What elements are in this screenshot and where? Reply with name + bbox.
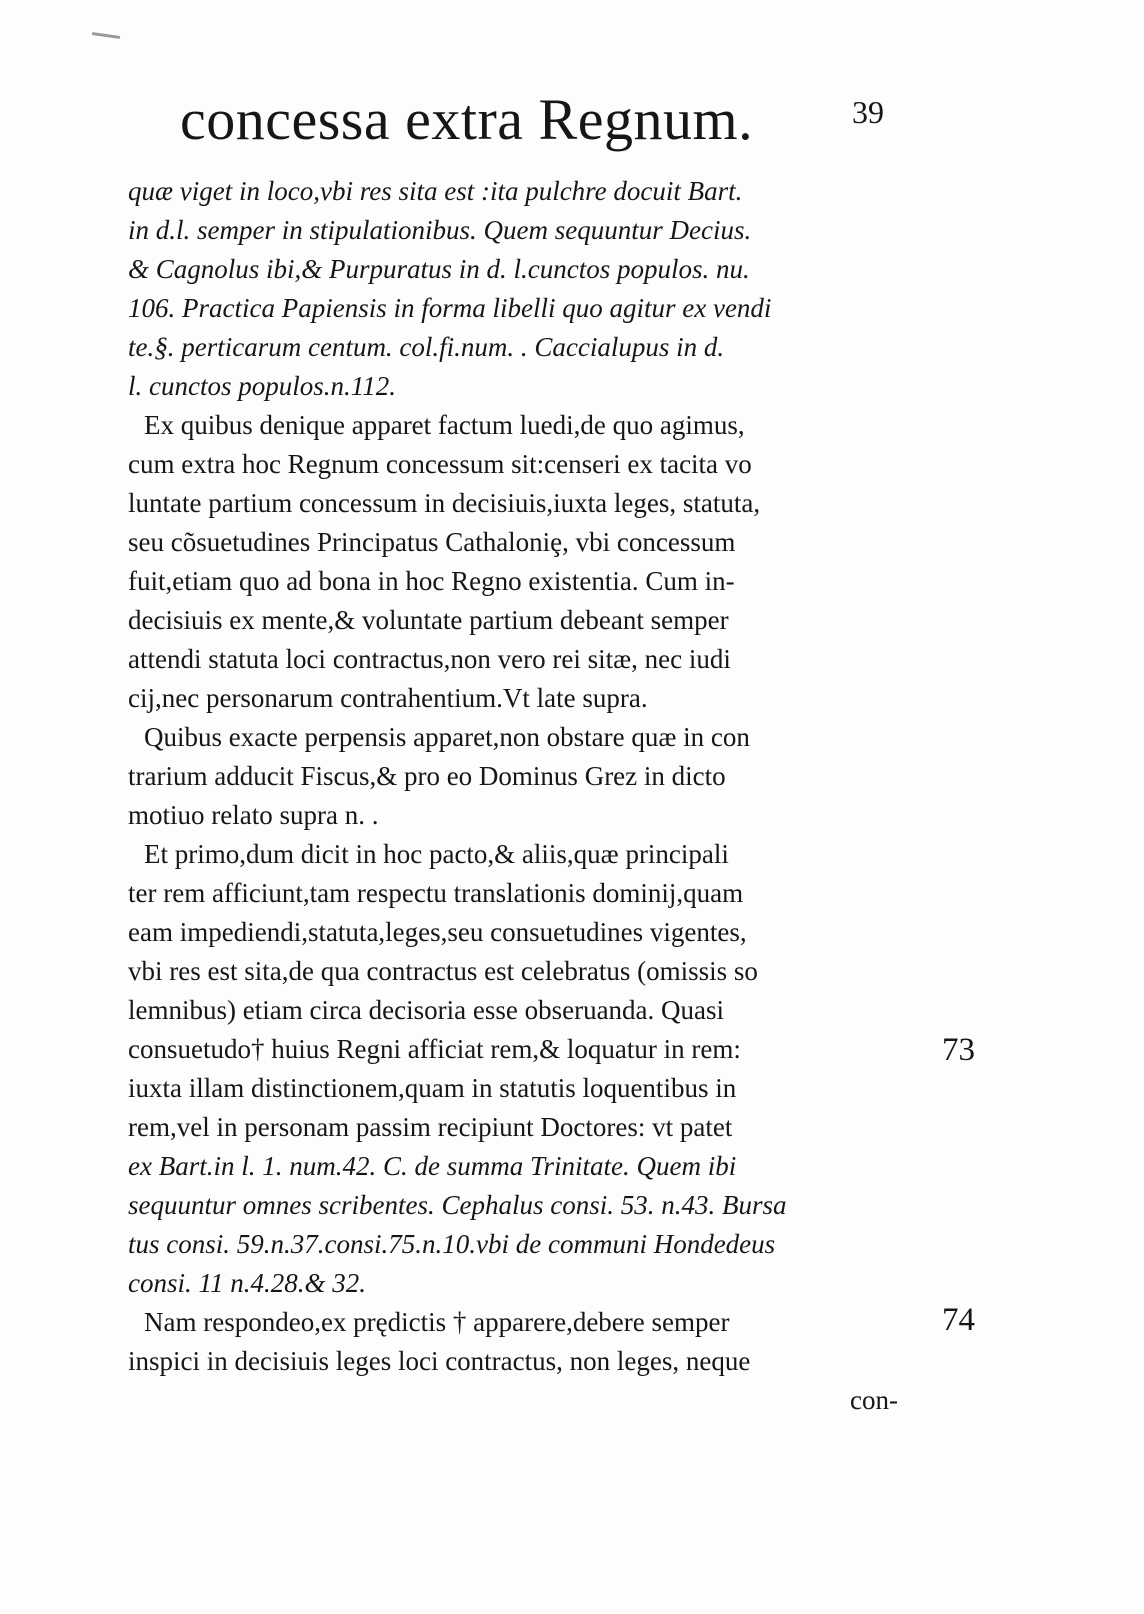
text-line: l. cunctos populos.n.112. [128,371,396,401]
text-line: lemnibus) etiam circa decisoria esse obseruanda. Quasi [128,995,725,1025]
text-line: Nam respondeo,ex prędictis † apparere,debere semper [144,1307,730,1337]
text-line: vbi res est sita,de qua contractus est celebratus (omissis so [128,956,758,986]
text-line: cij,nec personarum contrahentium.Vt late supra. [128,683,648,713]
text-line: trarium adducit Fiscus,& pro eo Dominus Grez in dicto [128,761,726,791]
text-line: iuxta illam distinctionem,quam in statutis loquentibus in [128,1073,737,1103]
text-line: consi. 11 n.4.28.& 32. [128,1268,366,1298]
text-line: attendi statuta loci contractus,non vero rei sitæ, nec iudi [128,644,731,674]
text-line: ter rem afficiunt,tam respectu translationis dominij,quam [128,878,744,908]
text-line: Quibus exacte perpensis apparet,non obstare quæ in con [144,722,750,752]
text-line: luntate partium concessum in decisiuis,iuxta leges, statuta, [128,488,761,518]
text-line: Ex quibus denique apparet factum luedi,de quo agimus, [144,410,745,440]
text-line: quæ viget in loco,vbi res sita est :ita pulchre docuit Bart. [128,176,743,206]
text-line: te.§. perticarum centum. col.fi.num. . Caccialupus in d. [128,332,725,362]
margin-note-number: 73 [942,1032,975,1068]
text-line: in d.l. semper in stipulationibus. Quem sequuntur Decius. [128,215,752,245]
text-line: motiuo relato supra n. . [128,800,379,830]
text-line: seu cõsuetudines Principatus Cathaloniȩ, vbi concessum [128,527,736,557]
text-line: decisiuis ex mente,& voluntate partium debeant semper [128,605,729,635]
text-line: rem,vel in personam passim recipiunt Doctores: vt patet [128,1112,733,1142]
text-line: & Cagnolus ibi,& Purpuratus in d. l.cunctos populos. nu. [128,254,750,284]
text-line: sequuntur omnes scribentes. Cephalus consi. 53. n.43. Bursa [128,1190,787,1220]
text-line: eam impediendi,statuta,leges,seu consuetudines vigentes, [128,917,747,947]
text-line: ex Bart.in l. 1. num.42. C. de summa Trinitate. Quem ibi [128,1151,737,1181]
text-line: tus consi. 59.n.37.consi.75.n.10.vbi de communi Hondedeus [128,1229,776,1259]
text-line: Et primo,dum dicit in hoc pacto,& aliis,quæ principali [144,839,729,869]
page-number: 39 [852,94,884,130]
text-line: 106. Practica Papiensis in forma libelli quo agitur ex vendi [128,293,772,323]
margin-note-number: 74 [942,1302,975,1338]
text-line: cum extra hoc Regnum concessum sit:censeri ex tacita vo [128,449,752,479]
text-line: inspici in decisiuis leges loci contractus, non leges, neque [128,1346,751,1376]
ink-mark [92,32,120,39]
text-line: consuetudo† huius Regni afficiat rem,& loquatur in rem: [128,1034,741,1064]
text-line: fuit,etiam quo ad bona in hoc Regno existentia. Cum in- [128,566,735,596]
catchword: con- [850,1385,898,1415]
running-head: concessa extra Regnum. [180,87,754,152]
